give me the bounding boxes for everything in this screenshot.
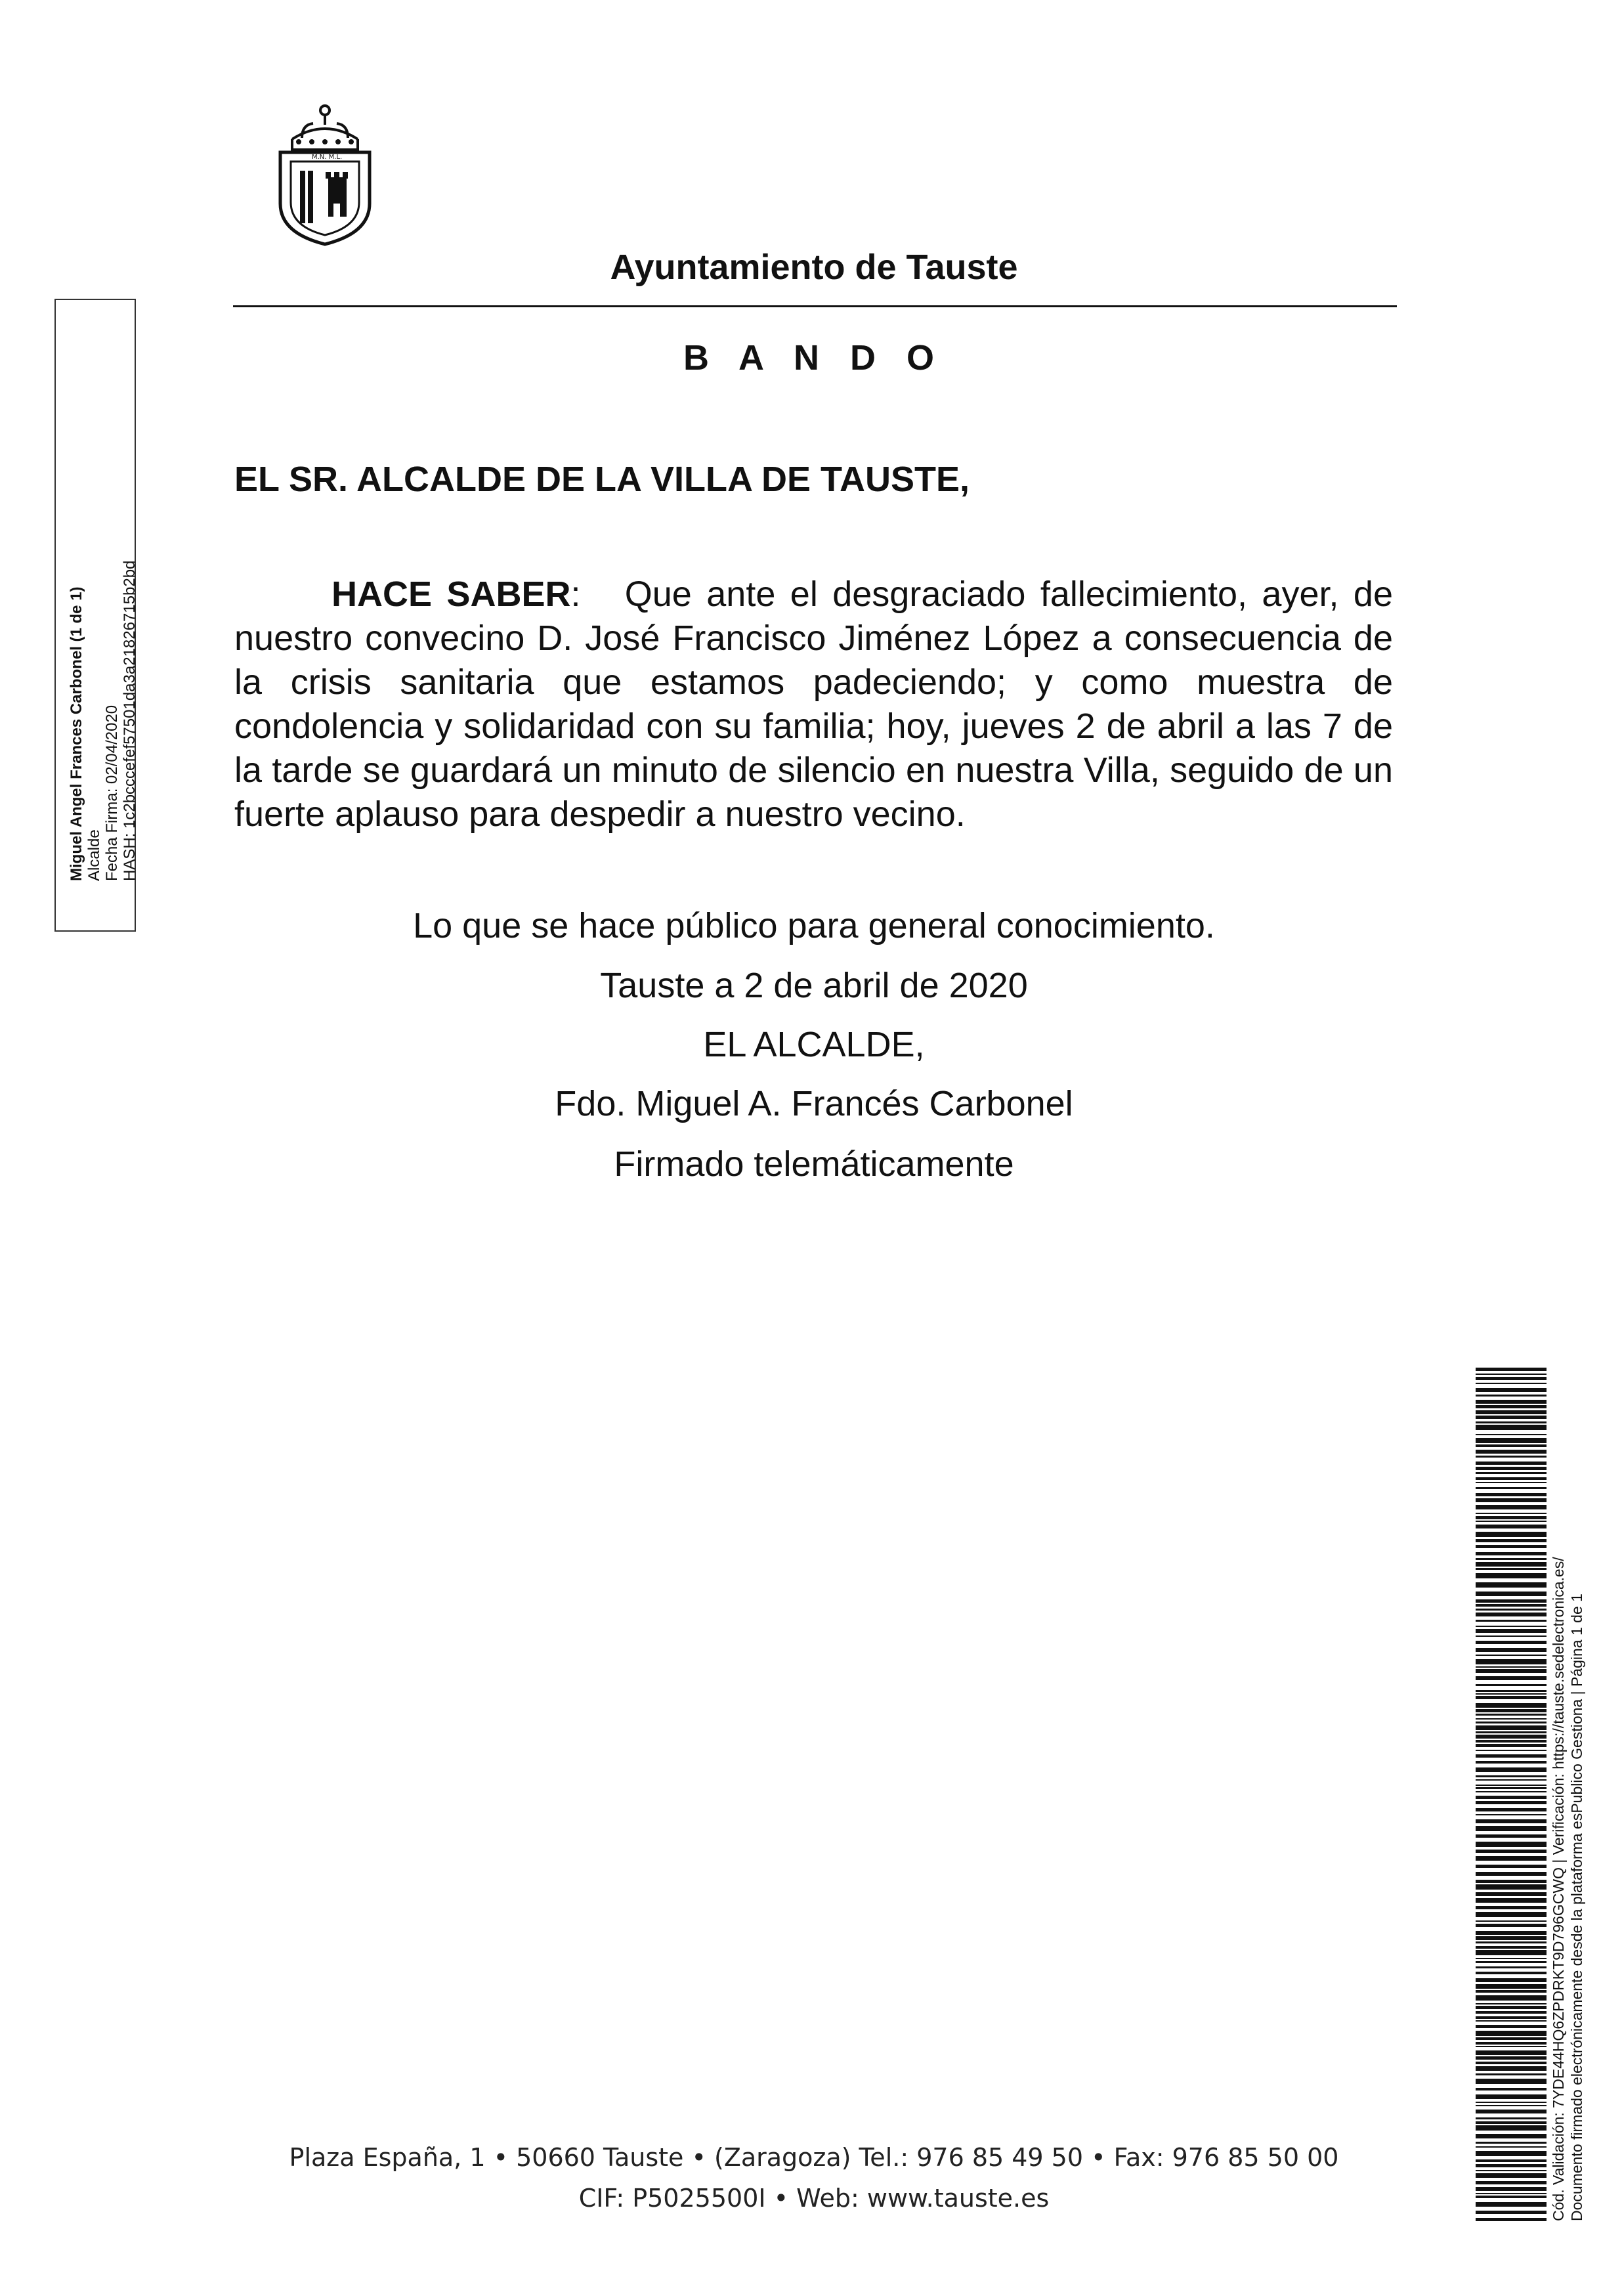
- organization-name: Ayuntamiento de Tauste: [610, 248, 1018, 287]
- body-paragraph: [234, 573, 1393, 836]
- municipal-crest-icon: [266, 98, 384, 249]
- signature-hash: HASH: 1c2bcccefef57501da3a21826715b2bd: [121, 560, 139, 881]
- validation-barcode-icon: [1476, 1368, 1547, 2221]
- addressee-line: EL SR. ALCALDE DE LA VILLA DE TAUSTE,: [234, 460, 970, 499]
- validation-text: [1549, 1328, 1595, 2221]
- document-title: B A N D O: [683, 338, 945, 378]
- closing-line-public: Lo que se hace público para general conocimiento.: [413, 906, 1215, 945]
- svg-text:M.N. M.L.: M.N. M.L.: [312, 154, 343, 161]
- footer-address: Plaza España, 1 • 50660 Tauste • (Zaragoza) Tel.: 976 85 49 50 • Fax: 976 85 50 00: [289, 2143, 1339, 2172]
- signature-date: Fecha Firma: 02/04/2020: [103, 704, 121, 881]
- closing-line-date: Tauste a 2 de abril de 2020: [600, 966, 1028, 1005]
- signature-role: Alcalde: [85, 829, 103, 881]
- lead-phrase: HACE SABER: [331, 574, 571, 614]
- validation-platform-line: Documento firmado electrónicamente desde la plataforma esPublico Gestiona | Página 1 de 1: [1568, 1593, 1585, 2221]
- page-footer: [233, 2137, 1395, 2219]
- lead-separator: :: [570, 574, 581, 614]
- closing-line-signed-note: Firmado telemáticamente: [614, 1144, 1014, 1184]
- header-divider: [233, 305, 1397, 307]
- body-text: Que ante el desgraciado fallecimiento, ayer, de nuestro convecino D. José Francisco Jiménez López a consecuencia de la crisis sanitaria que estamos padeciendo; y como muestra de condolencia y solidaridad con su familia; hoy, jueves 2 de abril a las 7 de la tarde se guardará un minuto de silencio en nuestra Villa, seguido de un fuerte aplauso para despedir a nuestro vecino.: [234, 574, 1393, 834]
- closing-line-signatory: Fdo. Miguel A. Francés Carbonel: [555, 1084, 1073, 1123]
- signature-box: [54, 299, 139, 932]
- validation-code-line: Cód. Validación: 7YDE44HQ6ZPDRKT9D796GCWQ | Verificación: https://tauste.sedelectronica.es/: [1550, 1557, 1567, 2221]
- signature-box-text: [56, 300, 139, 930]
- footer-cif-web: CIF: P5025500I • Web: www.tauste.es: [578, 2184, 1050, 2213]
- signature-signer: Miguel Angel Frances Carbonel (1 de 1): [68, 586, 85, 881]
- closing-line-role: EL ALCALDE,: [703, 1025, 925, 1064]
